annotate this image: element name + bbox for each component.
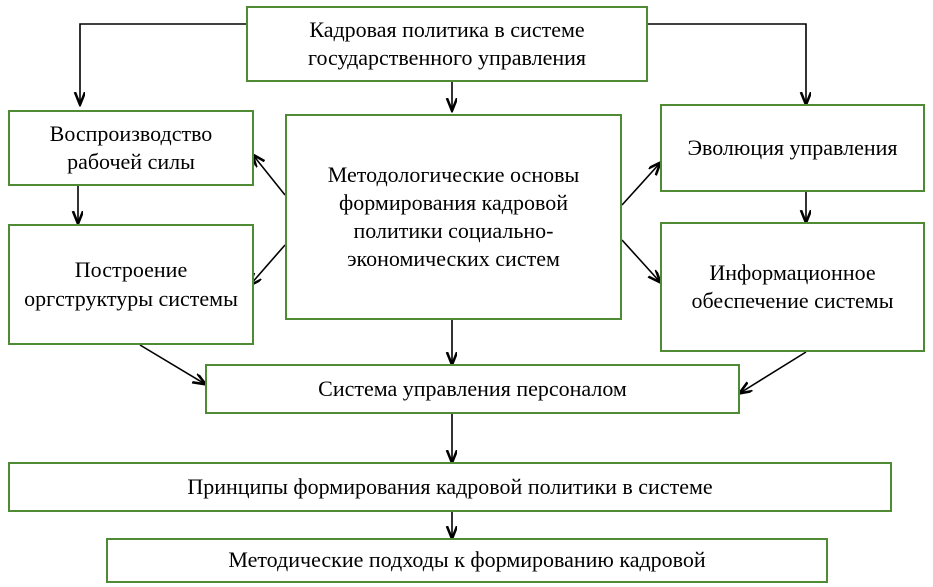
node-evolution[interactable]: [660, 104, 925, 192]
node-top-label: Кадровая политика в системе государственного управления: [307, 16, 587, 70]
node-information[interactable]: [660, 222, 925, 352]
node-reproduction[interactable]: [8, 110, 254, 186]
link-methodology-to-reproduction: [253, 155, 285, 195]
node-evolution-label: Эволюция управления: [687, 134, 898, 160]
node-top[interactable]: [246, 6, 648, 82]
node-personnel[interactable]: [205, 364, 740, 414]
node-approaches[interactable]: [106, 538, 828, 583]
link-orgstructure-to-personnel: [140, 345, 205, 384]
node-methodology[interactable]: [285, 114, 622, 320]
link-top-to-reproduction: [80, 24, 246, 104]
node-orgstructure-label: Построение оргструктуры системы: [24, 257, 238, 311]
node-principles-label: Принципы формирования кадровой политики в системе: [187, 473, 713, 499]
node-methodology-label: Методологические основы формирования кадровой политики социально-экономических систем: [327, 161, 580, 272]
node-principles[interactable]: [8, 462, 892, 512]
link-methodology-to-evolution: [622, 163, 660, 205]
node-approaches-label: Методические подходы к формированию кадровой: [228, 547, 706, 573]
node-personnel-label: Система управления персоналом: [318, 375, 627, 401]
link-top-to-evolution: [648, 24, 806, 104]
node-information-label: Информационное обеспечение системы: [691, 259, 894, 313]
link-methodology-to-orgstructure: [250, 245, 285, 285]
node-reproduction-label: Воспроизводство рабочей силы: [49, 120, 213, 174]
node-orgstructure[interactable]: [8, 224, 254, 345]
link-methodology-to-information: [622, 240, 660, 282]
link-information-to-personnel: [740, 352, 806, 393]
